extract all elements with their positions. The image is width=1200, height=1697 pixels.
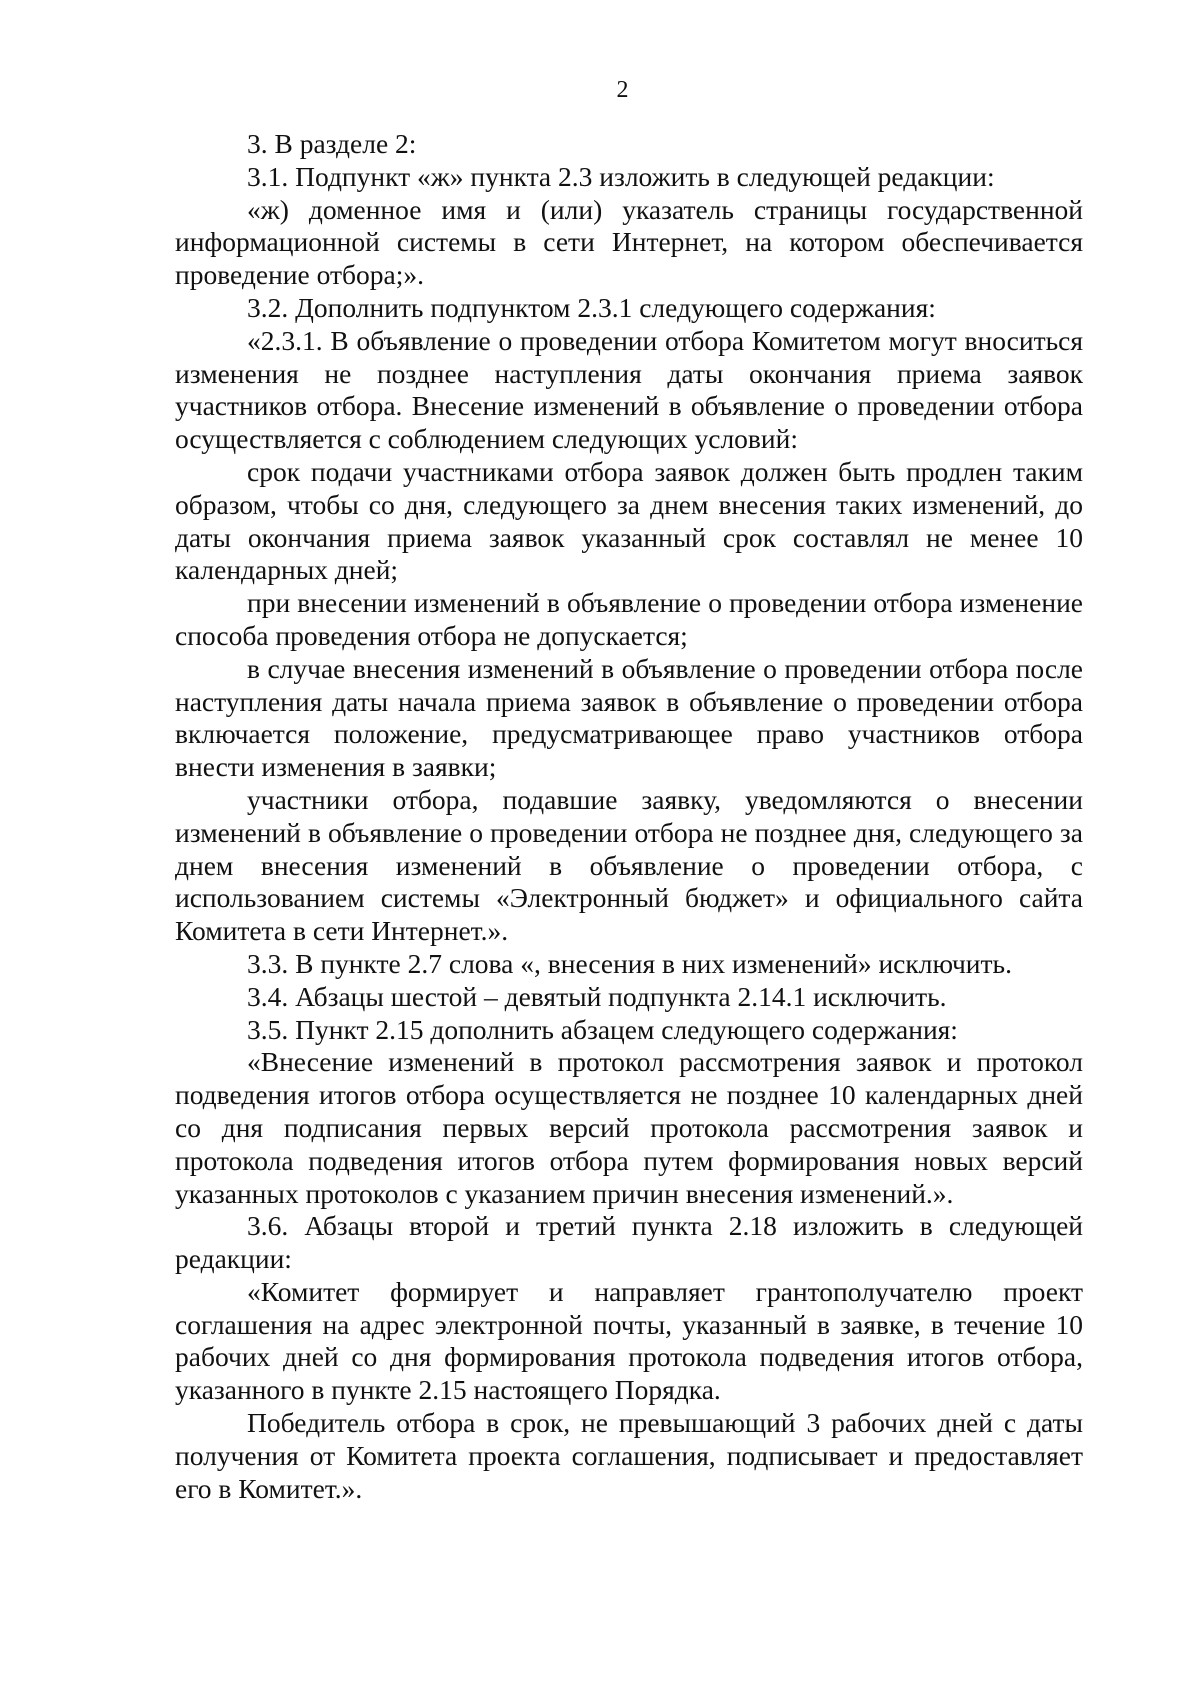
amendment-paragraph: «Комитет формирует и направляет грантополучателю проект соглашения на адрес электронной почты, указанный в заявке, в течение 10 рабочих дней со дня формирования протокола подведения итогов отбора, указанного в пункте 2.15 настоящего Порядка. bbox=[175, 1275, 1083, 1406]
page-number: 2 bbox=[616, 77, 629, 103]
amendment-paragraph: в случае внесения изменений в объявление о проведении отбора после наступления даты начала приема заявок в объявление о проведении отбора включается положение, предусматривающее право участников отбора внести изменения в заявки; bbox=[175, 652, 1083, 783]
amendment-paragraph: 3.5. Пункт 2.15 дополнить абзацем следующего содержания: bbox=[247, 1013, 958, 1045]
amendment-paragraph: при внесении изменений в объявление о проведении отбора изменение способа проведения отбора не допускается; bbox=[175, 587, 1083, 651]
amendment-paragraph: 3.6. Абзацы второй и третий пункта 2.18 изложить в следующей редакции: bbox=[175, 1210, 1083, 1275]
amendment-paragraph: Победитель отбора в срок, не превышающий 3 рабочих дней с даты получения от Комитета проекта соглашения, подписывает и предоставляет его в Комитет.». bbox=[175, 1407, 1083, 1504]
amendment-paragraph: 3.3. В пункте 2.7 слова «, внесения в них изменений» исключить. bbox=[247, 947, 1012, 979]
amendment-paragraph: срок подачи участниками отбора заявок должен быть продлен таким образом, чтобы со дня, следующего за днем внесения таких изменений, до даты окончания приема заявок указанный срок составлял не менее 10 календарных дней; bbox=[175, 455, 1083, 586]
amendment-paragraph: «2.3.1. В объявление о проведении отбора Комитетом могут вноситься изменения не позднее наступления даты окончания приема заявок участников отбора. Внесение изменений в объявление о проведении отбора осуществляется с соблюдением следующих условий: bbox=[175, 324, 1083, 455]
amendment-paragraph: 3.4. Абзацы шестой – девятый подпункта 2.14.1 исключить. bbox=[247, 980, 947, 1012]
amendment-paragraph: 3.1. Подпункт «ж» пункта 2.3 изложить в следующей редакции: bbox=[247, 160, 995, 192]
section-heading: 3. В разделе 2: bbox=[247, 128, 417, 159]
amendment-paragraph: участники отбора, подавшие заявку, уведомляются о внесении изменений в объявление о проведении отбора не позднее дня, следующего за днем внесения изменений в объявление о проведении отбора, с использованием системы «Электронный бюджет» и официального сайта Комитета в сети Интернет.». bbox=[175, 783, 1083, 947]
document-body bbox=[175, 128, 1083, 1505]
amendment-paragraph: 3.2. Дополнить подпунктом 2.3.1 следующего содержания: bbox=[247, 291, 936, 323]
amendment-paragraph: «Внесение изменений в протокол рассмотрения заявок и протокол подведения итогов отбора осуществляется не позднее 10 календарных дней со дня подписания первых версий протокола рассмотрения заявок и протокола подведения итогов отбора путем формирования новых версий указанных протоколов с указанием причин внесения изменений.». bbox=[175, 1046, 1083, 1209]
amendment-paragraph: «ж) доменное имя и (или) указатель страницы государственной информационной системы в сети Интернет, на котором обеспечивается проведение отбора;». bbox=[175, 193, 1083, 291]
